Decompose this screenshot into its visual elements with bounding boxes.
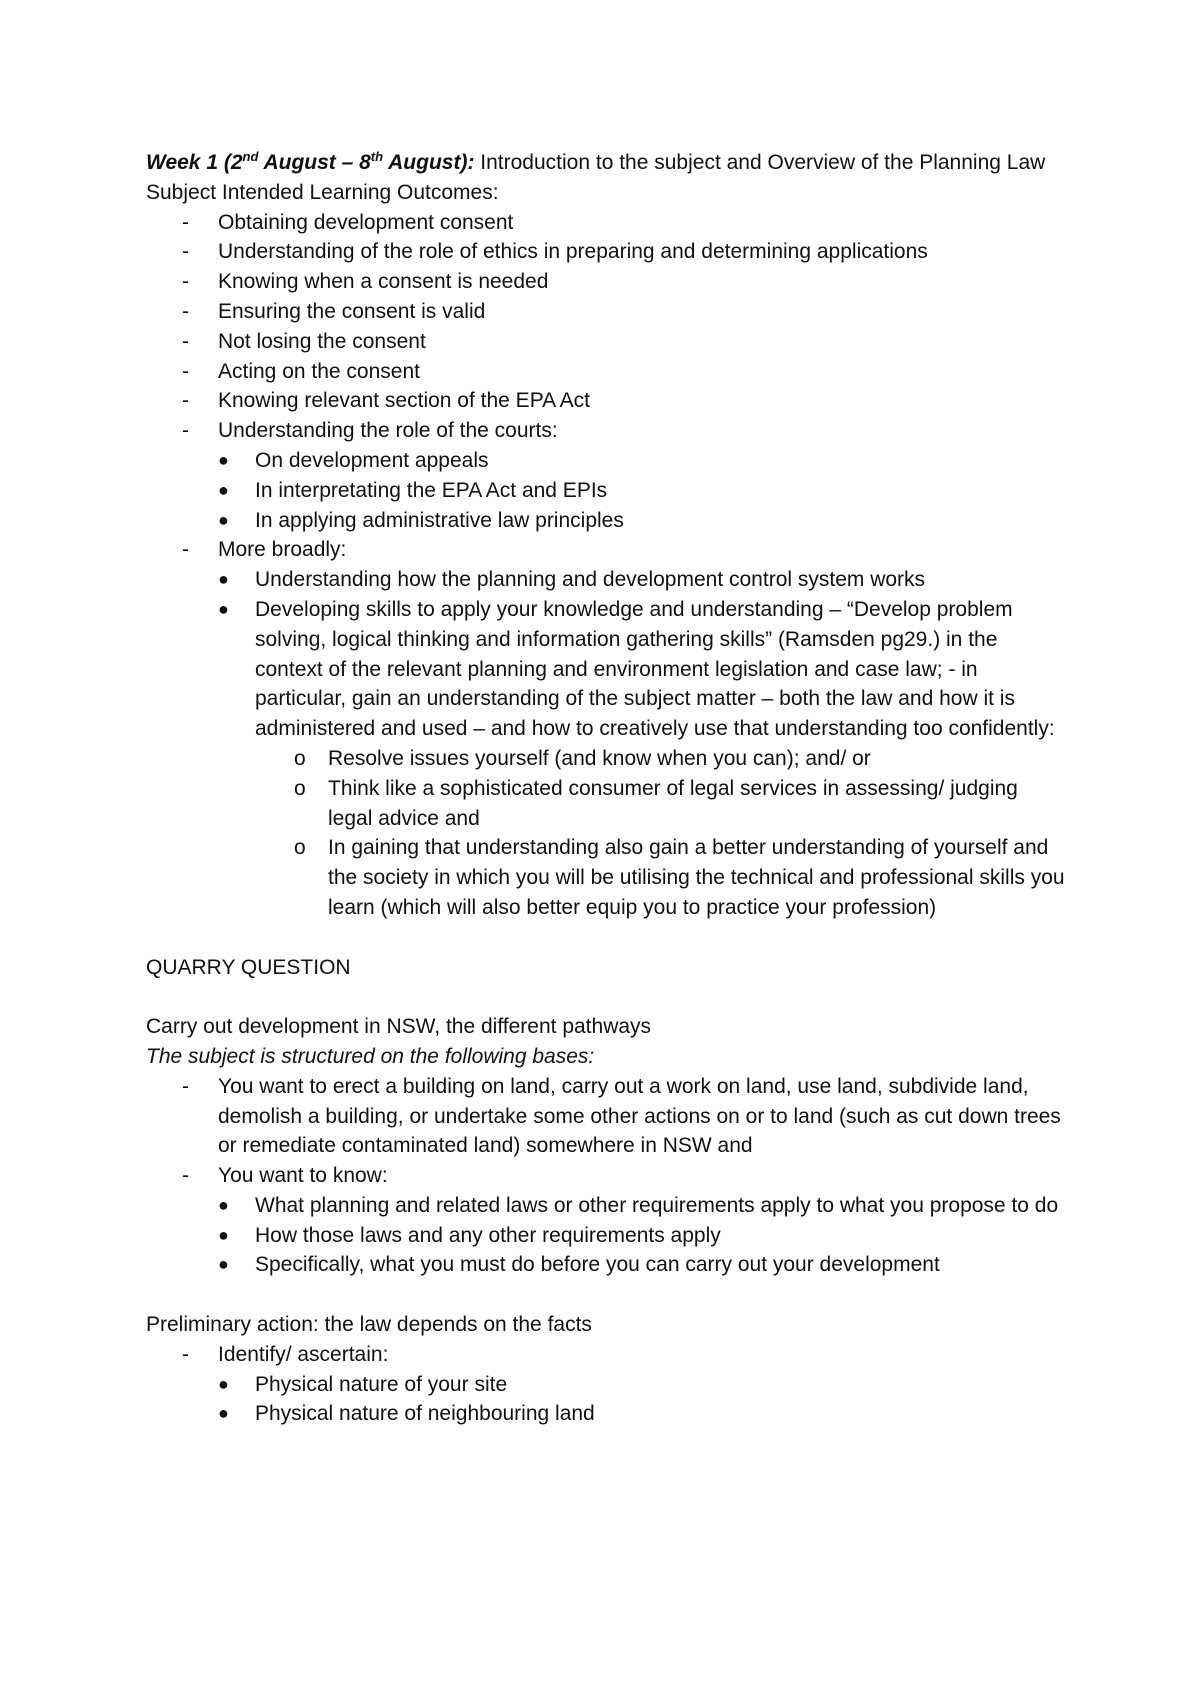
list-subitem: ● In applying administrative law principles — [218, 508, 624, 532]
list-subitem: ● Developing skills to apply your knowledge and understanding – “Develop problem solving, logical thinking and information gathering skills” (Ramsden pg29.) in the context of the relevant planning and environment legislation and case law; - in particular, gain an understanding of the subject matter – both the law and how it is administered and used – and how to creatively use that understanding too confidently: — [218, 597, 1055, 741]
list-subsubitem: o Think like a sophisticated consumer of legal services in assessing/ judging legal advice and — [294, 776, 1018, 830]
list-item: - Obtaining development consent — [182, 210, 514, 234]
silo-title: Subject Intended Learning Outcomes: — [146, 180, 499, 204]
week-heading: Week 1 (2nd August – 8th August): Introduction to the subject and Overview of the Planning Law — [146, 149, 1046, 174]
list-subsubitem: o In gaining that understanding also gain a better understanding of yourself and the society in which you will be utilising the technical and professional skills you learn (which will also better equip you to practice your profession) — [294, 836, 1065, 919]
list-subitem: ● In interpretating the EPA Act and EPIs — [218, 478, 608, 502]
list-item: - Identify/ ascertain: — [182, 1342, 389, 1366]
list-item: - Knowing when a consent is needed — [182, 270, 549, 294]
list-subitem: ● On development appeals — [218, 448, 489, 472]
list-subitem: ● Physical nature of neighbouring land — [218, 1402, 595, 1426]
list-item: - You want to know: — [182, 1164, 388, 1188]
quarry-heading: QUARRY QUESTION — [146, 955, 351, 979]
list-subitem: ● What planning and related laws or other requirements apply to what you propose to do — [218, 1193, 1059, 1217]
list-item: - Acting on the consent — [182, 359, 420, 383]
list-item: - Not losing the consent — [182, 329, 426, 353]
list-item: - Understanding of the role of ethics in preparing and determining applications — [182, 240, 928, 264]
pathways-title: Carry out development in NSW, the different pathways — [146, 1015, 652, 1039]
preliminary-title: Preliminary action: the law depends on the facts — [146, 1313, 592, 1337]
list-subsubitem: o Resolve issues yourself (and know when you can); and/ or — [294, 746, 871, 770]
document-body — [146, 148, 1066, 1429]
list-subitem: ● Physical nature of your site — [218, 1372, 508, 1396]
list-item: - You want to erect a building on land, carry out a work on land, use land, subdivide land, demolish a building, or undertake some other actions on or to land (such as cut down trees or remediate contaminated land) somewhere in NSW and — [182, 1074, 1061, 1158]
pathways-list — [146, 1072, 1066, 1281]
preliminary-list — [146, 1340, 1066, 1429]
pathways-subtitle: The subject is structured on the following bases: — [146, 1044, 595, 1068]
list-item: - Understanding the role of the courts: — [182, 419, 558, 443]
silo-list — [146, 208, 1066, 923]
list-subitem: ● How those laws and any other requirements apply — [218, 1223, 721, 1247]
list-subitem: ● Understanding how the planning and development control system works — [218, 568, 926, 592]
list-subitem: ● Specifically, what you must do before you can carry out your development — [218, 1253, 940, 1277]
list-item: - Knowing relevant section of the EPA Act — [182, 389, 591, 413]
list-item: - Ensuring the consent is valid — [182, 299, 486, 323]
list-item: - More broadly: — [182, 538, 347, 562]
